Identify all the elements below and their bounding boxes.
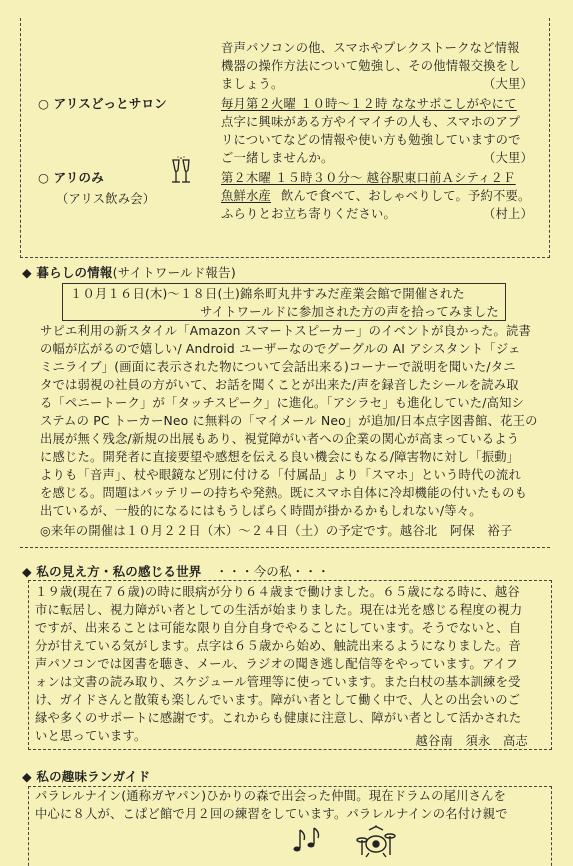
alinomi-line-2: ふらりとお立ち寄りください。 [221, 207, 396, 221]
my-view-body-6: ォンは文書の読み取り、スケジュール管理等に使っています。また白杖の基本訓練を受 [35, 675, 521, 689]
life-info-body-9: よりも「音声」、杖や眼鏡など別に付ける「付属品」より「スマホ」という時代の流れ [40, 468, 521, 482]
my-view-heading [22, 564, 330, 580]
my-view-sign: 越谷南 須永 高志 [415, 734, 528, 748]
intro-line-3: ましょう。 [221, 77, 284, 91]
my-view-body-4: 分が甘えている気がします。点字は６５歳から始め、触読出来るようになりました。音 [35, 639, 521, 653]
intro-sign: （大里） [483, 77, 533, 91]
my-view-body-9: いと思っています。 [35, 729, 147, 743]
hobby-heading: ◆ 私の趣味ランガイド [22, 769, 151, 784]
my-view-body-2: 市に転居し、視力障がい者としての生活が始まりました。現在は光を感じる程度の視力 [35, 603, 523, 617]
life-info-next: ◎来年の開催は１０月２２日（木）～２４日（土）の予定です。越谷北 阿保 裕子 [40, 524, 513, 538]
life-info-body-2: の幅が広がるので嬉しい/ Android ユーザーなのでグーグルの AI アシスタント「ジェ [40, 342, 521, 356]
section-divider [20, 547, 550, 548]
hobby-body-2: 中心に８人が、こぱど館で月２回の練習をしています。パラレルナインの名付け親で [35, 807, 508, 821]
my-view-body-5: 声パソコンでは図書を聴き、メール、ラジオの聞き逃し配信等をやっています。アイフ [35, 657, 518, 671]
life-info-body-6: ステムの PC トーカーNeo に無料の「マイメール Neo」が追加/日本点字図書館、花王の [40, 414, 538, 428]
alinomi-subname: （アリス飲み会） [56, 192, 156, 206]
alice-salon-line-3: ご一緒しませんか。 [221, 151, 334, 165]
life-info-body-5: る「ペニートーク」が「タッチスピーク」に進化。「アシラセ」も進化していた/高知シ [40, 396, 525, 410]
life-info-heading-text: ◆ 暮らしの情報 [22, 265, 113, 280]
life-info-body-11: 出ているが、一般的になるにはもうしばらく時間が掛かるかもしれない/等々。 [40, 504, 482, 518]
alice-salon-sign: （大里） [483, 151, 533, 165]
alice-salon-line-1: 点字に興味がある方やイマイチの人も、スマホのアプ [221, 115, 521, 129]
life-info-body-10: を感じる。問題はバッテリーの持ちや発熱。既にスマホ自体に冷却機能の付いたものも [40, 486, 528, 500]
my-view-body-7: け、ガイドさんと散策も楽しんでいます。障がい者として働く中で、人との出会いのご [35, 693, 521, 707]
alinomi-venue-rest: 飲んで食べて、おしゃべりして。予約不要。 [281, 189, 531, 203]
life-info-body-7: 出展が無く残念/新規の出展もあり、視覚障がい者への企業の関心が高まっているよう [40, 432, 520, 446]
report-box-line-2: サイトワールドに参加された方の声を拾ってみました [200, 305, 499, 319]
my-view-body-1: １９歳(現在７６歳)の時に眼病が分り６４歳まで働けました。６５歳になる時に、越谷 [35, 585, 520, 599]
my-view-body-3: ですが、出来ることは可能な限り自分自身でやることにしています。そうでないと、自 [35, 621, 522, 635]
alice-salon-line-2: リについてなどの情報や使い方も勉強していますので [221, 133, 521, 147]
alinomi-sign: （村上） [483, 207, 533, 221]
life-info-heading [22, 265, 236, 281]
intro-line-2: 機器の操作方法について勉強し、その他情報交換をし [221, 59, 521, 73]
alinomi-schedule: 第２木曜 １５時３０分～ 越谷駅東口前Ａシティ２Ｆ [221, 171, 516, 185]
alice-salon-schedule: 毎月第２火曜 １０時～１２時 ななサポこしがやにて [221, 97, 517, 111]
life-info-heading-sub: (サイトワールド報告) [112, 265, 236, 280]
intro-line-1: 音声パソコンの他、スマホやプレクストークなど情報 [221, 41, 520, 55]
alinomi-venue: 魚鮮水産 [221, 189, 271, 203]
life-info-body-4: タでは弱視の社員の方がいて、お話を聞くことが出来た/声を録音したシールを読み取 [40, 378, 519, 392]
drum-kit-icon [355, 822, 397, 858]
champagne-glasses-icon [168, 156, 194, 186]
my-view-heading-sub: ・・・今の私・・・ [215, 564, 330, 579]
alinomi-name: ○ アリのみ [38, 170, 104, 185]
report-box-line-1: １０月１６日(木)～１８日(土)錦糸町丸井すみだ産業会館で開催された [70, 287, 465, 301]
alice-salon-name: ○ アリスどっとサロン [38, 96, 167, 111]
my-view-heading-text: ◆ 私の見え方・私の感じる世界 [22, 564, 202, 579]
my-view-body-8: 縁や多くのサポートに感謝です。これからも健康に注意し、障がい者として活かされた [35, 711, 522, 725]
music-notes-icon [288, 822, 328, 858]
life-info-body-8: に感じた。開発者に直接要望や感想を伝える良い機会にもなる/障害物に対し「振動」 [40, 450, 520, 464]
life-info-body-3: ミニライブ」(画面に表示された物について会話出来る)コーナーで説明を聞いた/タニ [40, 360, 516, 374]
alinomi-venue-line [221, 188, 530, 204]
hobby-body-1: パラレルナイン(通称ガヤパン)ひかりの森で出会った仲間。現在ドラムの尾川さんを [35, 789, 507, 803]
life-info-body-1: サピエ利用の新スタイル「Amazon スマートスピーカー」のイベントが良かった。読書 [40, 324, 532, 338]
